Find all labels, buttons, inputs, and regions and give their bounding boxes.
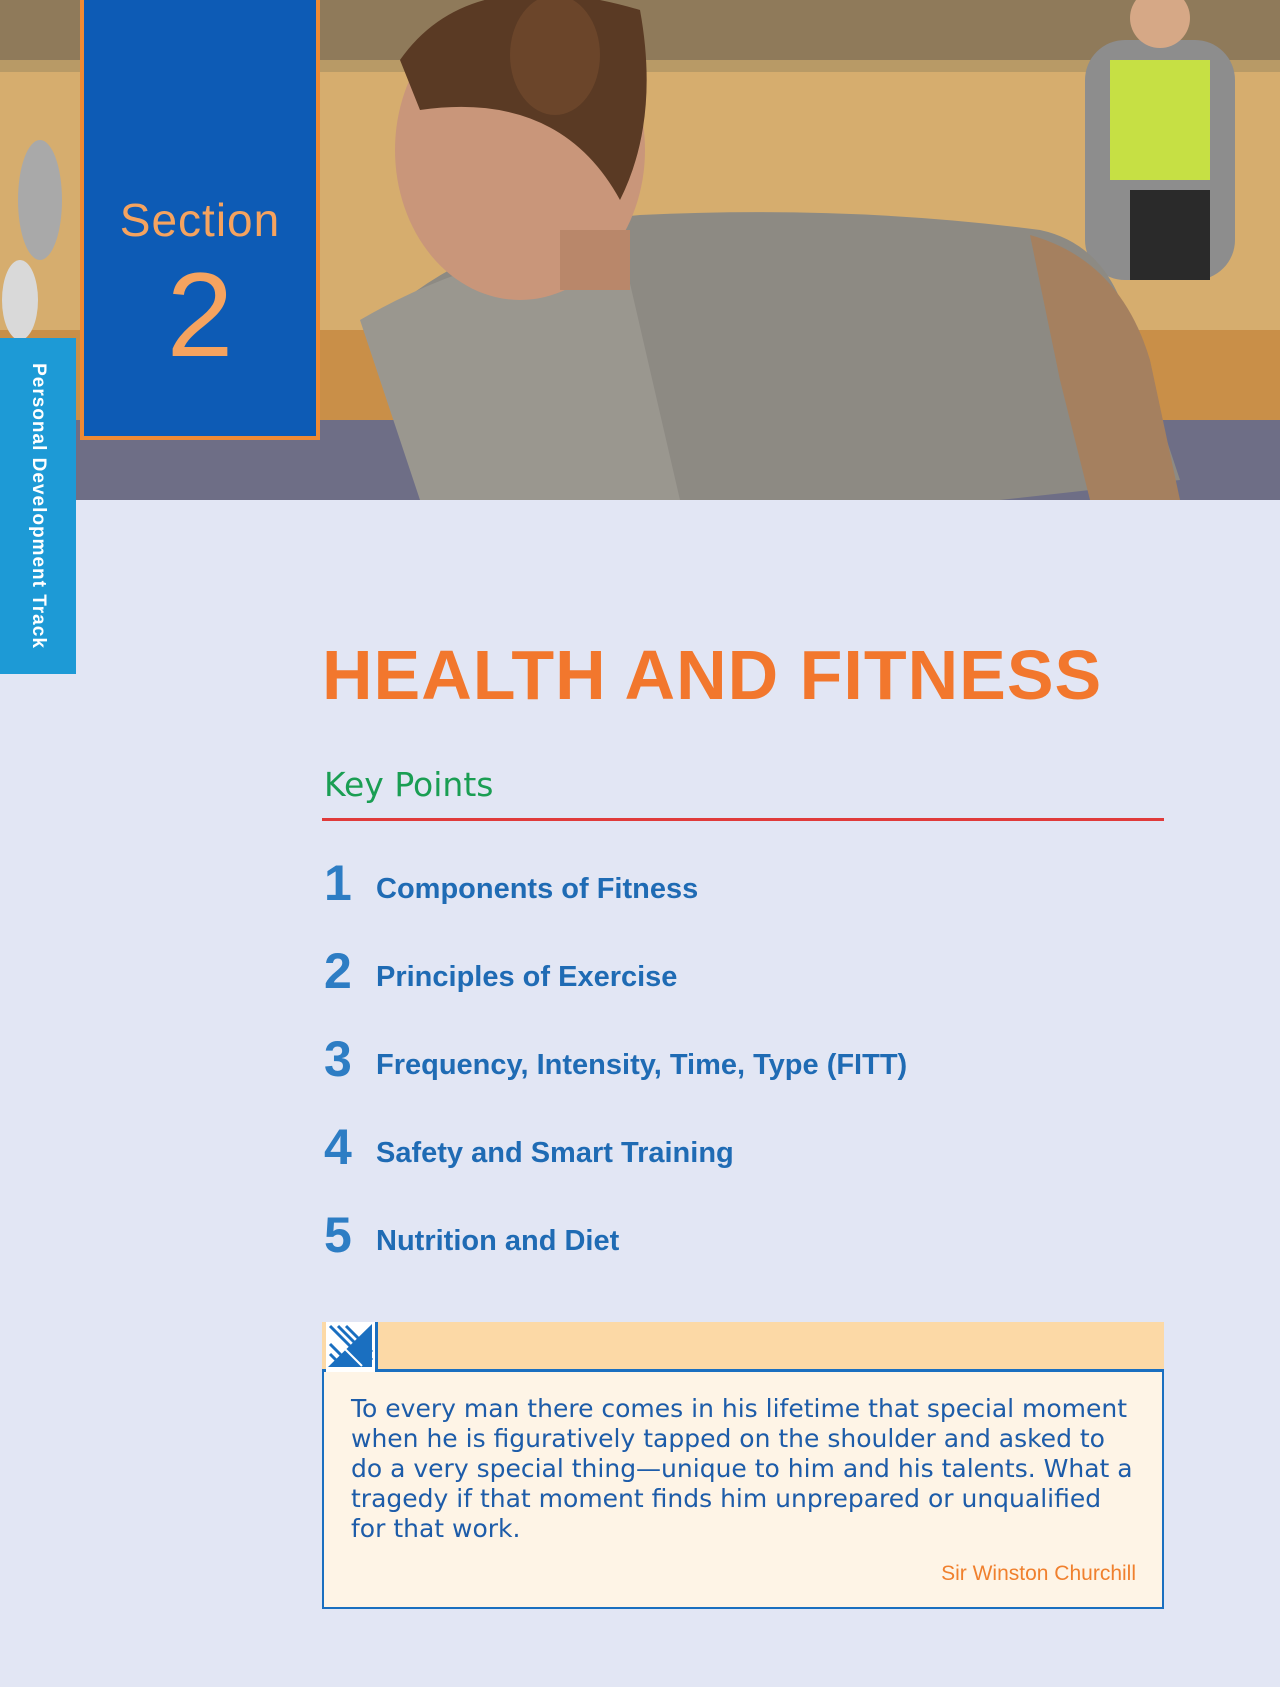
key-points-list (322, 850, 1164, 1290)
key-points-heading: Key Points (324, 765, 494, 804)
key-point-item (322, 850, 1164, 938)
key-point-item (322, 1202, 1164, 1290)
key-point-number: 4 (324, 1119, 352, 1175)
key-point-label: Nutrition and Diet (376, 1225, 620, 1257)
section-number: 2 (166, 248, 234, 382)
quote-text: To every man there comes in his lifetime that special moment when he is figuratively tapped on the shoulder and asked to do a very special thing—unique to him and his talents. What a tragedy if that moment finds him unprepared or unqualified for that work. (351, 1394, 1133, 1543)
key-point-number: 3 (324, 1031, 352, 1087)
page-title: HEALTH AND FITNESS (322, 636, 1103, 714)
track-label: Personal Development Track (28, 363, 49, 649)
section-badge (80, 0, 320, 440)
key-point-item (322, 1026, 1164, 1114)
key-point-label: Frequency, Intensity, Time, Type (FITT) (376, 1049, 908, 1081)
diagonal-lines-icon (326, 1322, 378, 1372)
track-tab (0, 338, 76, 674)
key-point-number: 2 (324, 943, 352, 999)
key-point-item (322, 938, 1164, 1026)
key-point-number: 5 (324, 1207, 352, 1263)
key-point-number: 1 (324, 855, 352, 911)
key-point-item (322, 1114, 1164, 1202)
key-points-divider (322, 818, 1164, 821)
quote-header-bar (322, 1322, 1164, 1372)
key-point-label: Safety and Smart Training (376, 1137, 734, 1169)
key-point-label: Components of Fitness (376, 873, 699, 905)
key-point-label: Principles of Exercise (376, 961, 678, 993)
quote-author: Sir Winston Churchill (941, 1562, 1136, 1585)
section-label: Section (119, 194, 281, 246)
quote-box (322, 1372, 1164, 1609)
diagonal-lines-icon-graphic (326, 1322, 375, 1369)
